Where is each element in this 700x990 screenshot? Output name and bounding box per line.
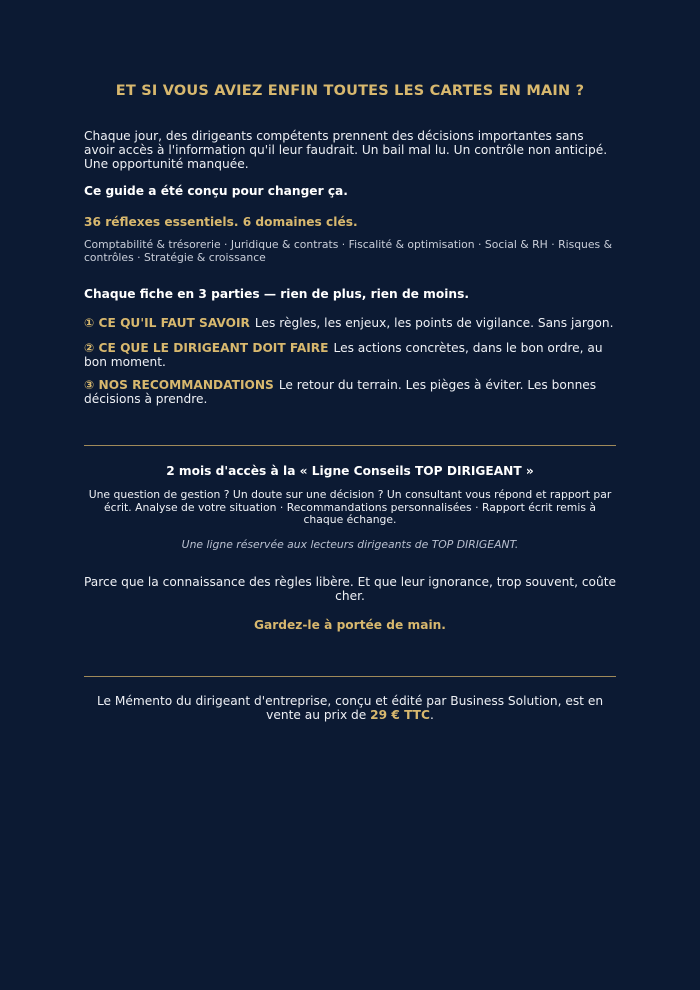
- page-title: ET SI VOUS AVIEZ ENFIN TOUTES LES CARTES EN MAIN ?: [115, 83, 585, 99]
- part-heading: ② CE QUE LE DIRIGEANT DOIT FAIRE: [84, 341, 329, 355]
- offer-description: Une question de gestion ? Un doute sur une décision ? Un consultant vous répond et rapport par écrit. Analyse de votre situation · Recommandations personnalisées · Rapport écrit remis à chaque échange.: [88, 488, 612, 526]
- domains-list: Comptabilité & trésorerie · Juridique & contrats · Fiscalité & optimisation · Social & RH · Risques & contrôles · Stratégie & croissance: [84, 238, 613, 264]
- part-text: Les règles, les enjeux, les points de vigilance. Sans jargon.: [254, 316, 614, 330]
- parts-intro: Chaque fiche en 3 parties — rien de plus, rien de moins.: [84, 287, 469, 301]
- offer-note: Une ligne réservée aux lecteurs dirigeants de TOP DIRIGEANT.: [181, 538, 519, 551]
- intro-paragraph: Chaque jour, des dirigeants compétents prennent des décisions importantes sans avoir accès à l'information qu'il leur faudrait. Un bail mal lu. Un contrôle non anticipé. Une opportunité manquée.: [84, 129, 608, 171]
- offer-title: 2 mois d'accès à la « Ligne Conseils TOP DIRIGEANT »: [166, 464, 534, 478]
- part-item: [84, 341, 616, 369]
- closing-quote: Parce que la connaissance des règles libère. Et que leur ignorance, trop souvent, coûte cher.: [84, 575, 616, 603]
- reflexes-heading: 36 réflexes essentiels. 6 domaines clés.: [84, 215, 358, 229]
- keep-tagline: Gardez-le à portée de main.: [254, 618, 446, 632]
- part-item: [84, 378, 616, 406]
- part-item: [84, 316, 616, 330]
- price-label: 29 € TTC: [370, 708, 430, 722]
- footer-text: Le Mémento du dirigeant d'entreprise, conçu et édité par Business Solution, est en vente au prix de: [96, 694, 604, 722]
- divider: [84, 445, 616, 446]
- guide-statement: Ce guide a été conçu pour changer ça.: [84, 184, 348, 198]
- part-text: Le retour du terrain. Les pièges à éviter. Les bonnes décisions à prendre.: [84, 378, 597, 406]
- footer-text-end: .: [429, 708, 434, 722]
- part-text: Les actions concrètes, dans le bon ordre, au bon moment.: [84, 341, 603, 369]
- part-heading: ③ NOS RECOMMANDATIONS: [84, 378, 274, 392]
- part-heading: ① CE QU'IL FAUT SAVOIR: [84, 316, 250, 330]
- divider: [84, 676, 616, 677]
- footer-note: [84, 694, 616, 722]
